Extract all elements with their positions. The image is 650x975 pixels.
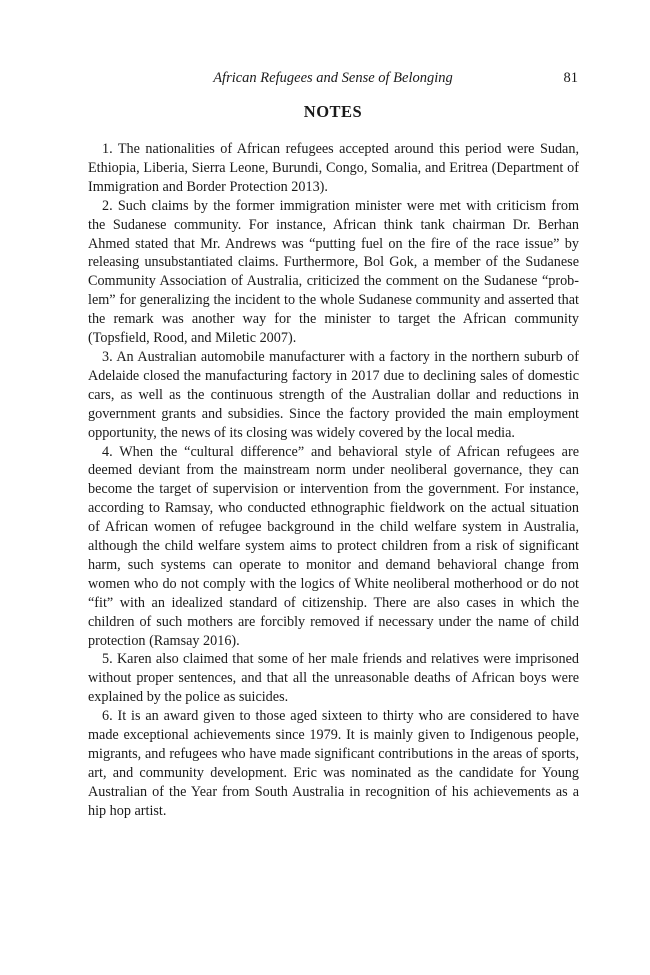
note-1: 1. The nationalities of African refugees accepted around this period were Sudan, Ethiopia, Liberia, Sierra Leone, Burundi, Congo, Somalia, and Eritrea (Department of Immigration and Border Protection 2013). bbox=[88, 141, 579, 195]
running-title: African Refugees and Sense of Belonging bbox=[213, 70, 453, 86]
page-number: 81 bbox=[563, 70, 578, 86]
note-5: 5. Karen also claimed that some of her male friends and relatives were imprisoned without proper sentences, and that all the unreasonable deaths of African boys were explained by the police as suicides. bbox=[88, 651, 579, 706]
running-header bbox=[88, 70, 578, 90]
notes-list bbox=[88, 140, 579, 821]
note-4: 4. When the “cultural difference” and behavioral style of African refugees are deemed deviant from the mainstream norm under neoliberal governance, they can become the target of supervision or intervention from the government. For instance, according to Ramsay, who conducted ethnographic fieldwork on the actual situation of African women of refugee background in the child welfare system in Australia, although the child welfare system aims to protect children from a risk of significant harm, such systems can operate to monitor and demand behavioral change from women who do not comply with the logics of White neoliberal motherhood or do not “fit” with an idealized standard of citizenship. There are also cases in which the children of such mothers are forcibly removed if necessary under the name of child protection (Ramsay 2016). bbox=[88, 443, 579, 649]
section-heading: NOTES bbox=[303, 102, 363, 121]
note-6: 6. It is an award given to those aged sixteen to thirty who are considered to have made exceptional achievements since 1979. It is mainly given to Indigenous people, migrants, and refugees who have made significant contributions in the areas of sports, art, and community development. Eric was nominated as the candidate for Young Australian of the Year from South Australia in recognition of his achievements as a hip hop artist. bbox=[88, 708, 579, 819]
note-2: 2. Such claims by the former immigration minister were met with criticism from the Sudanese community. For instance, African think tank chairman Dr. Berhan Ahmed stated that Mr. Andrews was “putting fuel on the fire of the race issue” by releasing unsubstantiated claims. Furthermore, Bol Gok, a member of the Sudanese Community Association of Australia, criticized the comment on the Sudanese “problem” for generalizing the incident to the whole Sudanese community and asserted that the remark was another way for the minister to target the African community (Topsfield, Rood, and Miletic 2007). bbox=[88, 197, 579, 347]
note-3: 3. An Australian automobile manufacturer with a factory in the northern suburb of Adelaide closed the manufacturing factory in 2017 due to declining sales of domestic cars, as well as the continuous strength of the Australian dollar and reductions in government grants and subsidies. Since the factory provided the main employment opportunity, the news of its closing was widely covered by the local media. bbox=[88, 348, 579, 441]
